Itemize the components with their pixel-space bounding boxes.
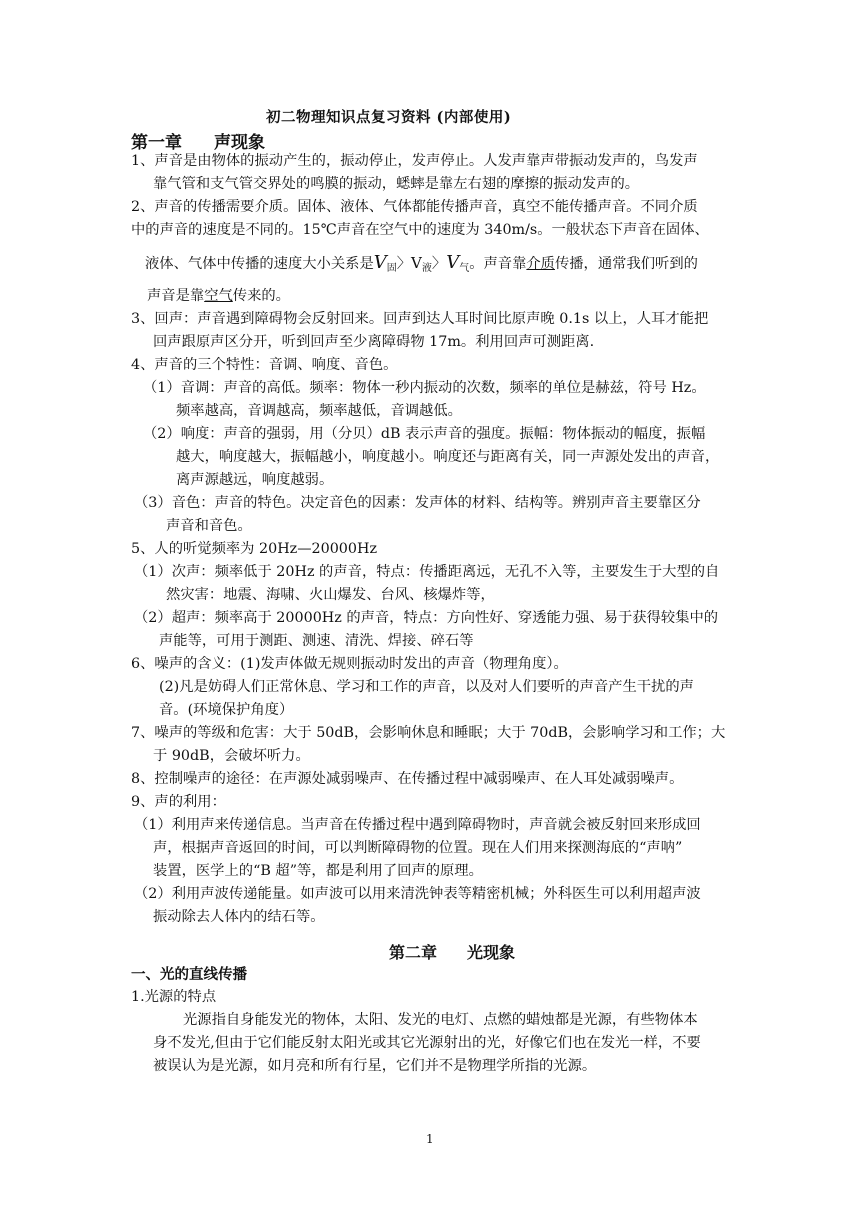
- page-number: 1: [426, 1132, 434, 1146]
- para-4-line-2: （1）音调：声音的高低。频率：物体一秒内振动的次数，频率的单位是赫兹，符号 Hz。: [143, 380, 706, 396]
- para-10-line-3: 被误认为是光源，如月亮和所有行星，它们并不是物理学所指的光源。: [153, 1058, 597, 1074]
- para-7-line-1: 7、噪声的等级和危害：大于 50dB，会影响休息和睡眠；大于 70dB，会影响学习和工作；大: [131, 725, 726, 741]
- subsection-heading: 1.光源的特点: [131, 989, 217, 1005]
- greater-than-1: 〉: [396, 256, 412, 272]
- para-7-line-2: 于 90dB，会破坏听力。: [153, 748, 310, 764]
- para-4-line-6: 离声源越远，响度越弱。: [176, 472, 334, 488]
- chapter-2-name: 光现象: [467, 943, 516, 962]
- para-6-line-1: 6、噪声的含义：(1)发声体做无规则振动时发出的声音（物理角度）。: [131, 656, 568, 672]
- para-8-line-1: 8、控制噪声的途径：在声源处减弱噪声、在传播过程中减弱噪声、在人耳处减弱噪声。: [131, 771, 684, 787]
- para-4-line-4: （2）响度：声音的强弱，用（分贝）dB 表示声音的强度。振幅：物体振动的幅度，振幅: [143, 426, 706, 442]
- formula-v-solid: $V_固$: [373, 252, 397, 274]
- para-9-line-4: 装置，医学上的“B 超”等，都是利用了回声的原理。: [153, 863, 483, 879]
- para-2-line-3: 液体、气体中传播的速度大小关系是$V_固$〉$V_液$〉$V_气$。声音靠介质传播，通常我们听到的: [145, 252, 698, 274]
- para-5-line-1: 5、人的听觉频率为 20Hz—20000Hz: [131, 541, 377, 557]
- document-title: 初二物理知识点复习资料 (内部使用): [266, 109, 512, 126]
- formula-v-gas: $V_气$: [446, 252, 470, 274]
- para-5-line-2: （1）次声：频率低于 20Hz 的声音，特点：传播距离远，无孔不入等，主要发生于大型的自: [134, 564, 720, 580]
- para-2-line-4: 声音是靠空气传来的。: [147, 288, 290, 304]
- para-3-line-1: 3、回声：声音遇到障碍物会反射回来。回声到达人耳时间比原声晚 0.1s 以上，人耳才能把: [131, 311, 709, 327]
- para-2-line-2: 中的声音的速度是不同的。15℃声音在空气中的速度为 340m/s。一般状态下声音在固体、: [131, 222, 709, 238]
- para-9-line-5: （2）利用声波传递能量。如声波可以用来清洗钟表等精密机械；外科医生可以利用超声波: [134, 886, 701, 902]
- para-5-line-5: 声能等，可用于测距、测速、清洗、焊接、碎石等: [159, 633, 474, 649]
- para-1-line-1: 1、声音是由物体的振动产生的，振动停止，发声停止。人发声靠声带振动发声的，鸟发声: [131, 153, 698, 169]
- underlined-medium: 介质: [526, 256, 555, 272]
- para-9-line-1: 9、声的利用：: [131, 794, 226, 810]
- para-4-line-1: 4、声音的三个特性：音调、响度、音色。: [131, 357, 398, 373]
- para-6-line-3: 音。(环境保护角度）: [159, 702, 294, 718]
- para-6-line-2: (2)凡是妨碍人们正常休息、学习和工作的声音，以及对人们要听的声音产生干扰的声: [159, 679, 694, 695]
- para-9-line-6: 振动除去人体内的结石等。: [153, 909, 325, 925]
- para-3-line-2: 回声跟原声区分开，听到回声至少离障碍物 17m。利用回声可测距离.: [153, 334, 595, 350]
- chapter-2-label: 第二章: [389, 943, 438, 962]
- chapter-1-name: 声现象: [214, 133, 265, 153]
- para-9-line-3: 声，根据声音返回的时间，可以判断障碍物的位置。现在人们用来探测海底的“声呐”: [153, 840, 683, 856]
- speed-relation-text: 液体、气体中传播的速度大小关系是: [145, 256, 374, 272]
- para-4-line-8: 声音和音色。: [166, 518, 252, 534]
- section-heading: 一、光的直线传播: [131, 966, 247, 983]
- para-10-line-1: 光源指自身能发光的物体，太阳、发光的电灯、点燃的蜡烛都是光源，有些物体本: [183, 1012, 698, 1028]
- underlined-air: 空气: [204, 288, 233, 304]
- para-10-line-2: 身不发光,但由于它们能反射太阳光或其它光源射出的光，好像它们也在发光一样，不要: [153, 1035, 701, 1051]
- para-5-line-3: 然灾害：地震、海啸、火山爆发、台风、核爆炸等，: [166, 587, 495, 603]
- para-1-line-2: 靠气管和支气管交界处的鸣膜的振动，蟋蟀是靠左右翅的摩擦的振动发声的。: [153, 176, 640, 192]
- para-4-line-3: 频率越高，音调越高，频率越低，音调越低。: [176, 403, 462, 419]
- greater-than-2: 〉: [431, 256, 447, 272]
- para-4-line-7: （3）音色：声音的特色。决定音色的因素：发声体的材料、结构等。辨别声音主要靠区分: [134, 495, 701, 511]
- para-9-line-2: （1）利用声来传递信息。当声音在传播过程中遇到障碍物时，声音就会被反射回来形成回: [134, 817, 701, 833]
- formula-v-liquid: $V_液$: [411, 254, 432, 274]
- chapter-2-heading: [389, 940, 515, 963]
- para-2-line-1: 2、声音的传播需要介质。固体、液体、气体都能传播声音，真空不能传播声音。不同介质: [131, 199, 698, 215]
- chapter-1-label: 第一章: [131, 133, 182, 153]
- para-4-line-5: 越大，响度越大，振幅越小，响度越小。响度还与距离有关，同一声源处发出的声音，: [176, 449, 720, 465]
- para-5-line-4: （2）超声：频率高于 20000Hz 的声音，特点：方向性好、穿透能力强、易于获得较集中的: [134, 610, 719, 626]
